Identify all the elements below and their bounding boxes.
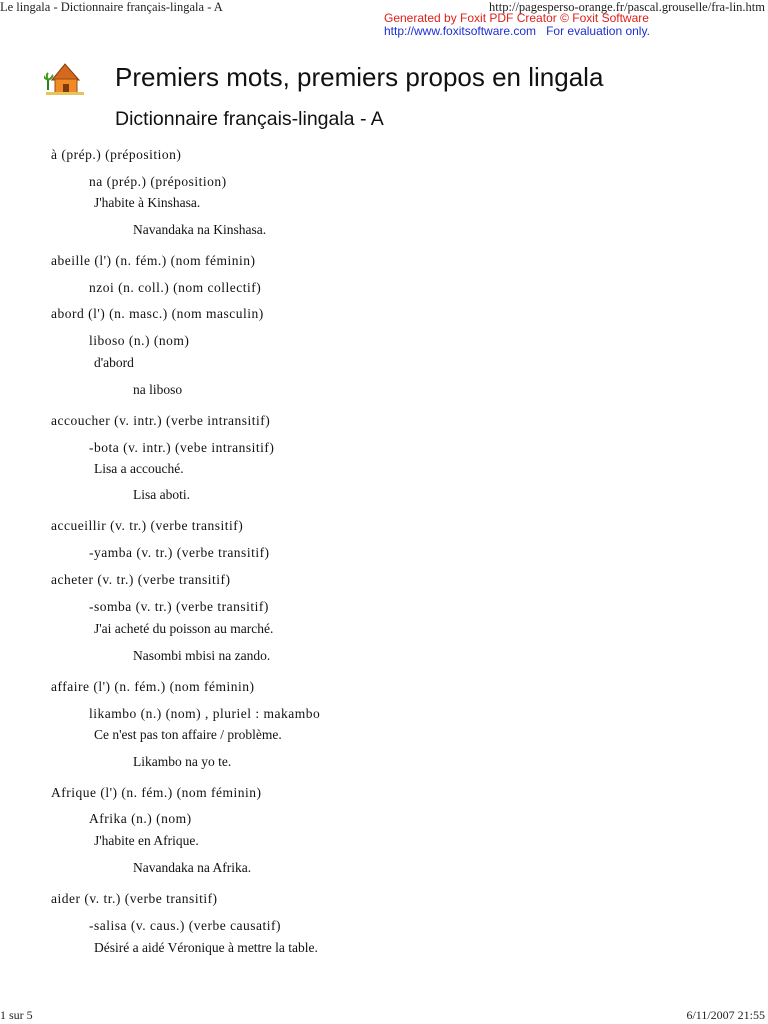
- entry-translation: na (prép.) (préposition): [89, 174, 227, 189]
- entry-example-translation: Lisa aboti.: [133, 487, 190, 502]
- entry-example: J'habite à Kinshasa.: [94, 195, 201, 210]
- entry-translation: likambo (n.) (nom) , pluriel : makambo: [89, 706, 321, 721]
- foxit-eval-note: For evaluation only.: [546, 24, 650, 38]
- entry-example: J'habite en Afrique.: [94, 833, 199, 848]
- entry-example: Lisa a accouché.: [94, 461, 184, 476]
- entry-headword: à (prép.) (préposition): [51, 147, 182, 162]
- page-subtitle: Dictionnaire français-lingala - A: [115, 108, 384, 130]
- entry-example-translation: Likambo na yo te.: [133, 754, 232, 769]
- entry-headword: aider (v. tr.) (verbe transitif): [51, 891, 218, 906]
- entry-headword: acheter (v. tr.) (verbe transitif): [51, 572, 231, 587]
- entry-example-translation: Nasombi mbisi na zando.: [133, 648, 271, 663]
- foxit-link[interactable]: http://www.foxitsoftware.com: [384, 24, 537, 38]
- entry-headword: abord (l') (n. masc.) (nom masculin): [51, 306, 264, 321]
- foxit-notice: [384, 12, 650, 38]
- entry-translation: liboso (n.) (nom): [89, 333, 190, 348]
- entry-example-translation: Navandaka na Afrika.: [133, 860, 252, 875]
- entry-example: J'ai acheté du poisson au marché.: [94, 621, 274, 636]
- entry-example-translation: Navandaka na Kinshasa.: [133, 222, 267, 237]
- entry-translation: -bota (v. intr.) (vebe intransitif): [89, 440, 275, 455]
- page-title: Premiers mots, premiers propos en lingala: [115, 62, 604, 92]
- hut-icon: [44, 60, 86, 98]
- print-header-url: http://pagesperso-orange.fr/pascal.grouselle/fra-lin.htm: [489, 0, 765, 14]
- entry-translation: Afrika (n.) (nom): [89, 811, 192, 826]
- entry-translation: -yamba (v. tr.) (verbe transitif): [89, 545, 270, 560]
- entry-example: Ce n'est pas ton affaire / problème.: [94, 727, 282, 742]
- entry-headword: accoucher (v. intr.) (verbe intransitif): [51, 413, 271, 428]
- page-count: 1 sur 5: [0, 1008, 33, 1022]
- foxit-generated-text: Generated by Foxit PDF Creator © Foxit Software: [384, 11, 649, 25]
- entry-example: Désiré a aidé Véronique à mettre la table.: [94, 940, 318, 955]
- entry-translation: nzoi (n. coll.) (nom collectif): [89, 280, 262, 295]
- entry-example: d'abord: [94, 355, 134, 370]
- entry-headword: accueillir (v. tr.) (verbe transitif): [51, 518, 244, 533]
- print-timestamp: 6/11/2007 21:55: [686, 1008, 765, 1022]
- entry-headword: affaire (l') (n. fém.) (nom féminin): [51, 679, 255, 694]
- entry-headword: abeille (l') (n. fém.) (nom féminin): [51, 253, 256, 268]
- entry-translation: -somba (v. tr.) (verbe transitif): [89, 599, 269, 614]
- print-header-title: Le lingala - Dictionnaire français-lingala - A: [0, 0, 223, 14]
- entry-translation: -salisa (v. caus.) (verbe causatif): [89, 918, 282, 933]
- entry-example-translation: na liboso: [133, 382, 183, 397]
- entry-headword: Afrique (l') (n. fém.) (nom féminin): [51, 785, 262, 800]
